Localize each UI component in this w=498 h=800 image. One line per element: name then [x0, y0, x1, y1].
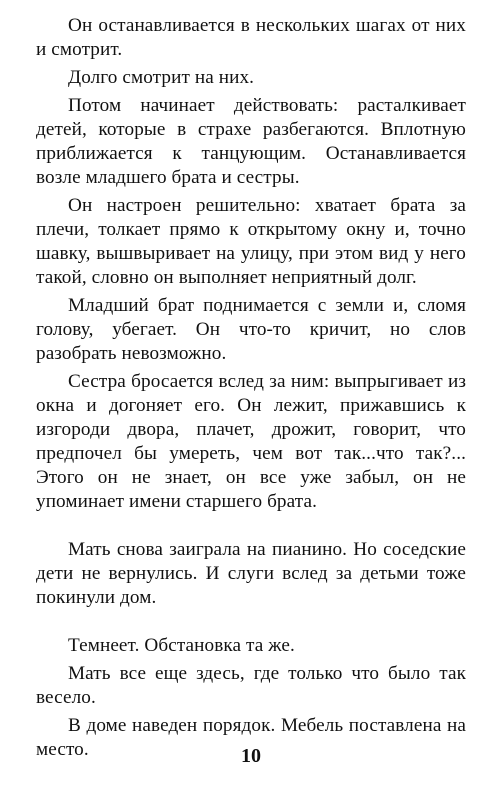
page-text [36, 14, 466, 762]
paragraph: Темнеет. Обстановка та же. [68, 635, 295, 656]
book-page [36, 14, 466, 786]
page-number: 10 [241, 745, 261, 767]
paragraph: Он настроен решительно: хватает брата за плечи, толкает прямо к открытому окну и, точно шавку, вышвыривает на улицу, при этом вид у него такой, словно он выполняет неприятный долг. [36, 195, 466, 288]
paragraph: Мать снова заиграла на пианино. Но соседские дети не вернулись. И слуги вслед за детьми тоже покинули дом. [36, 539, 466, 608]
paragraph: Сестра бросается вслед за ним: выпрыгивает из окна и догоняет его. Он лежит, прижавшись к изгороди двора, плачет, дрожит, говорит, что предпочел бы умереть, чем вот так...что так?... Этого он не знает, он все уже забыл, он не упоминает имени старшего брата. [36, 371, 466, 512]
paragraph: Он останавливается в нескольких шагах от них и смотрит. [36, 15, 466, 60]
paragraph: Младший брат поднимается с земли и, сломя голову, убегает. Он что-то кричит, но слов разобрать невозможно. [36, 295, 466, 364]
paragraph: Потом начинает действовать: расталкивает детей, которые в страхе разбегаются. Вплотную приближается к танцующим. Останавливается возле младшего брата и сестры. [36, 95, 466, 188]
paragraph: Мать все еще здесь, где только что было так весело. [36, 663, 466, 708]
paragraph: В доме наведен порядок. Мебель поставлена на место. [36, 715, 466, 760]
paragraph: Долго смотрит на них. [68, 67, 255, 88]
